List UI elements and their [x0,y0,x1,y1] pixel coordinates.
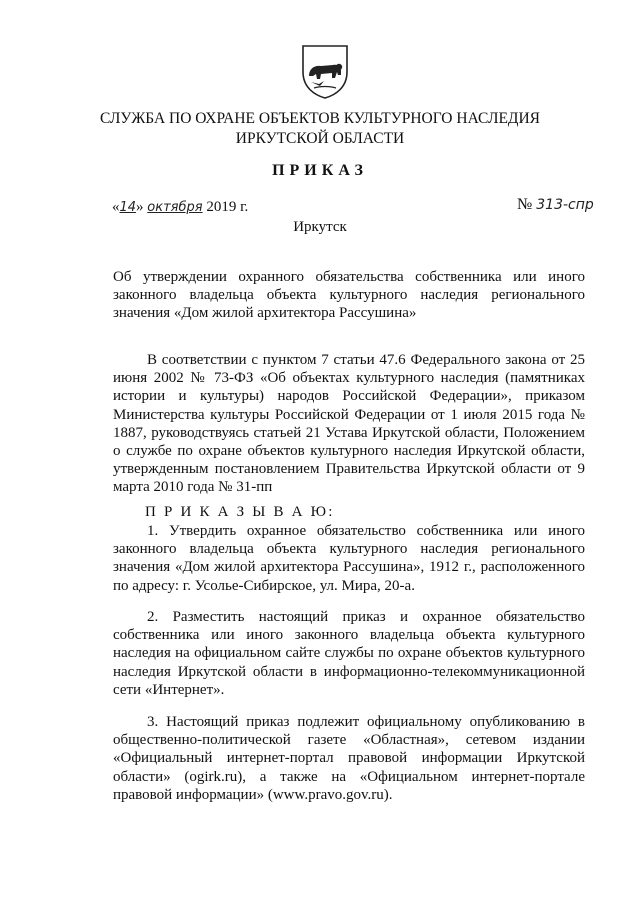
order-item-2 [113,608,585,699]
agency-name-line2: ИРКУТСКОЙ ОБЛАСТИ [235,130,405,147]
order-date [112,199,248,216]
agency-name-line1: СЛУЖБА ПО ОХРАНЕ ОБЪЕКТОВ КУЛЬТУРНОГО НАСЛЕДИЯ [99,110,541,127]
order-item-1 [113,522,585,595]
order-number [517,196,594,214]
number-handwritten: 313-спр [536,197,594,213]
document-type-title: ПРИКАЗ [272,162,368,179]
order-item-3-text: 3. Настоящий приказ подлежит официальному опубликованию в общественно-политической газете «Областная», сетевом издании «Официальный интернет-портал правовой информации Иркутской области» (ogirk.ru), а также на «Официальном интернет-портале правовой информации» (www.pravo.gov.ru). [113,714,585,803]
decree-heading: П Р И К А З Ы В А Ю: [145,504,335,520]
date-day-handwritten: 14 [119,200,137,215]
date-close-quote: » [136,199,144,215]
legal-basis-text: В соответствии с пунктом 7 статьи 47.6 Федерального закона от 25 июня 2002 № 73-ФЗ «Об объектах культурного наследия (памятниках истории и культуры) народов Российской Федерации», приказом Министерства культуры Российской Федерации от 1 июля 2015 года № 1887, руководствуясь статьей 21 Устава Иркутской области, Положением о службе по охране объектов культурного наследия Иркутской области, утвержденным постановлением Правительства Иркутской области от 9 марта 2010 года № 31-пп [113,352,585,496]
date-month-handwritten: октября [147,200,203,215]
date-open-quote: « [112,199,120,215]
number-prefix: № [517,196,533,213]
issue-city: Иркутск [293,219,347,235]
order-subject: Об утверждении охранного обязательства собственника или иного законного владельца объекта культурного наследия регионального значения «Дом жилой архитектора Рассушина» [113,269,585,322]
order-item-2-text: 2. Разместить настоящий приказ и охранное обязательство собственника или иного законного владельца объекта культурного наследия на официальном сайте службы по охране объектов культурного наследия Иркутской области в информационно-телекоммуникационной сети «Интернет». [113,609,585,698]
coat-of-arms-icon [300,42,350,100]
legal-basis-paragraph [113,351,585,497]
order-item-3 [113,713,585,804]
order-item-1-text: 1. Утвердить охранное обязательство собственника или иного законного владельца объекта культурного наследия регионального значения «Дом жилой архитектора Рассушина», 1912 г., расположенного по адресу: г. Усолье-Сибирское, ул. Мира, 20-а. [113,523,585,594]
date-year: 2019 г. [206,199,249,215]
